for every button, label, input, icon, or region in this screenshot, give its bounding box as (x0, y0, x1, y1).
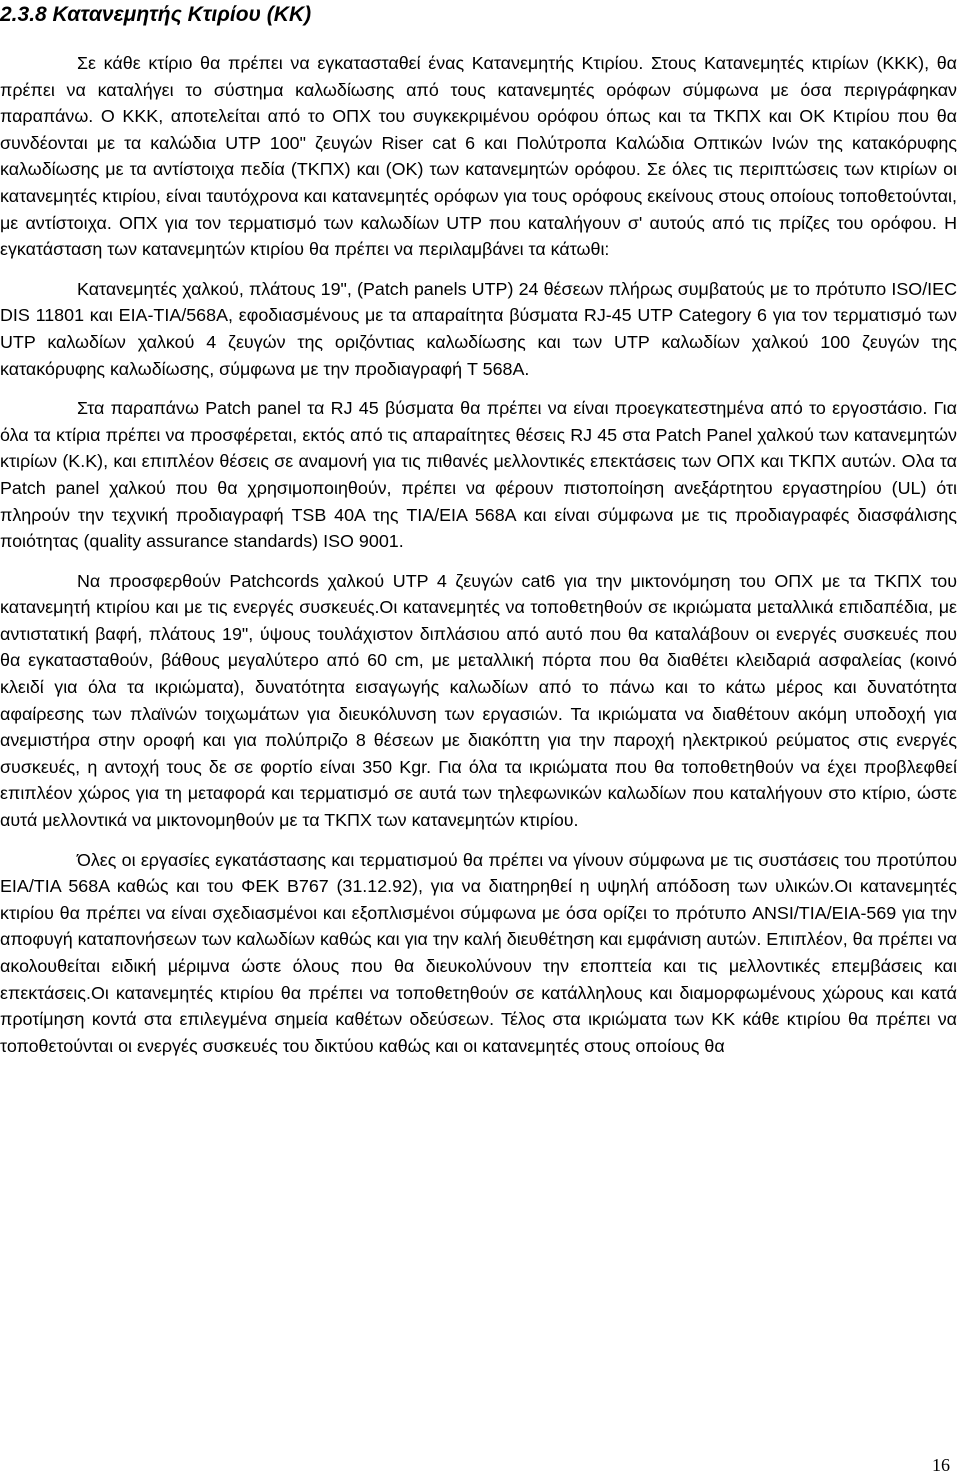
page-number: 16 (932, 1455, 950, 1475)
paragraph-installation-standards: Όλες οι εργασίες εγκατάστασης και τερματισμού θα πρέπει να γίνουν σύμφωνα με τις συστάσεις του προτύπου EIA/TIA 568A καθώς και του ΦΕΚ B767 (31.12.92), για να διατηρηθεί η υψηλή απόδοση των υλικών.Οι κατανεμητές κτιρίου θα πρέπει να είναι σχεδιασμένοι και εξοπλισμένοι σύμφωνα με όσα ορίζει το πρότυπο ANSI/TIA/EIA-569 για την αποφυγή καταπονήσεων των καλωδίων καθώς και για την καλή διευθέτηση και εμφάνιση αυτών. Επιπλέον, θα πρέπει να ακολουθείται ειδική μέριμνα ώστε όλους που θα διευκολύνουν την εποπτεία και τις μελλοντικές επεμβάσεις και επεκτάσεις.Οι κατανεμητές κτιρίου θα πρέπει να τοποθετηθούν σε κατάλληλους και διαμορφωμένους χώρους και κατά προτίμηση κοντά στα επιλεγμένα σημεία καθέτων οδεύσεων. Τέλος στα ικριώματα των ΚΚ κάθε κτιρίου θα πρέπει να τοποθετούνται οι ενεργές συσκευές του δικτύου καθώς και οι κατανεμητές στους οποίους θα (0, 849, 957, 1056)
paragraph-copper-patch-panels: Κατανεμητές χαλκού, πλάτους 19", (Patch panels UTP) 24 θέσεων πλήρως συμβατούς με το πρότυπο ISO/IEC DIS 11801 και EIA-TIA/568A, εφοδιασμένους με τα απαραίτητα βύσματα RJ-45 UTP Category 6 για τον τερματισμό των UTP καλωδίων χαλκού 4 ζευγών της οριζόντιας καλωδίωσης και των UTP καλωδίων χαλκού 100 ζευγών της κατακόρυφης καλωδίωσης, σύμφωνα με την προδιαγραφή T 568A. (0, 278, 957, 379)
section-heading: 2.3.8 Κατανεμητής Κτιρίου (ΚΚ) (0, 3, 312, 26)
paragraph-patchcords-and-racks: Να προσφερθούν Patchcords χαλκού UTP 4 ζευγών cat6 για την μικτονόμηση του ΟΠΧ με τα ΤΚΠΧ του κατανεμητή κτιρίου και με τις ενεργές συσκευές.Οι κατανεμητές να τοποθετηθούν σε ικριώματα μεταλλικά επιδαπέδια, με αντιστατική βαφή, πλάτους 19", ύψους τουλάχιστον διπλάσιου από αυτό που θα καταλάβουν οι ενεργές συσκευές που θα εγκατασταθούν, βάθους μεγαλύτερο από 60 cm, με μεταλλική πόρτα που θα διαθέτει κλειδαριά ασφαλείας (κοινό κλειδί για όλα τα ικριώματα), δυνατότητα εισαγωγής καλωδίων από το πάνω και το κάτω μέρος και δυνατότητα αφαίρεσης των πλαϊνών τοιχωμάτων για διευκόλυνση των εργασιών. Τα ικριώματα να διαθέτουν ακόμη υποδοχή για ανεμιστήρα στην οροφή και για πολύπριζο 8 θέσεων με διακόπτη για την παροχή ηλεκτρικού ρεύματος στις ενεργές συσκευές, η αντοχή τους δε σε φορτίο είναι 350 Kgr. Για όλα τα ικριώματα που θα τοποθετηθούν να έχει προβλεφθεί επιπλέον χώρος για τη μεταφορά και τερματισμό σε αυτά των τηλεφωνικών καλωδίων που καταλήγουν στο κτίριο, ώστε αυτά μελλοντικά να μικτονομηθούν με τα ΤΚΠΧ των κατανεμητών κτιρίου. (0, 570, 957, 831)
body-text (0, 50, 957, 1072)
paragraph-rj45-requirements: Στα παραπάνω Patch panel τα RJ 45 βύσματα θα πρέπει να είναι προεγκατεστημένα από το εργοστάσιο. Για όλα τα κτίρια πρέπει να προσφέρεται, εκτός από τις απαραίτητες θέσεις RJ 45 στα Patch Panel χαλκού των κατανεμητών κτιρίων (Κ.Κ), και επιπλέον θέσεις σε αναμονή για τις πιθανές μελλοντικές επεκτάσεις των ΟΠΧ και ΤΚΠΧ αυτών. Ολα τα Patch panel χαλκού που θα χρησιμοποιηθούν, πρέπει να φέρουν πιστοποίηση ανεξάρτητου εργαστηρίου (UL) ότι πληρούν την τεχνική προδιαγραφή TSB 40A της TIA/EIA 568A και είναι σύμφωνα με τις προδιαγραφές διασφάλισης ποιότητας (quality assurance standards) ISO 9001. (0, 398, 957, 552)
paragraph-building-distributor-intro: Σε κάθε κτίριο θα πρέπει να εγκατασταθεί ένας Κατανεμητής Κτιρίου. Στους Κατανεμητές κτιρίων (ΚΚΚ), θα πρέπει να καταλήγει το σύστημα καλωδίωσης από τους κατανεμητές ορόφων σύμφωνα με όσα περιγράφηκαν παραπάνω. Ο ΚΚΚ, αποτελείται από το ΟΠΧ του συγκεκριμένου ορόφου όπως και τα ΤΚΠΧ και ΟΚ Κτιρίου που θα συνδέονται με τα καλώδια UTP 100" ζευγών Riser cat 6 και Πολύτροπα Καλώδια Οπτικών Ινών της κατακόρυφης καλωδίωσης με τα αντίστοιχα πεδία (ΤΚΠΧ) και (ΟΚ) των κατανεμητών ορόφου. Σε όλες τις περιπτώσεις των κτιρίων οι κατανεμητές κτιρίου, είναι ταυτόχρονα και κατανεμητές ορόφων για τους ορόφους εκείνους στους οποίους τοποθετούνται, με αντίστοιχα. ΟΠΧ για τον τερματισμό των καλωδίων UTP που καταλήγουν σ' αυτούς από τις πρίζες του ορόφου. Η εγκατάσταση των κατανεμητών κτιρίου θα πρέπει να περιλαμβάνει τα κάτωθι: (0, 53, 957, 260)
